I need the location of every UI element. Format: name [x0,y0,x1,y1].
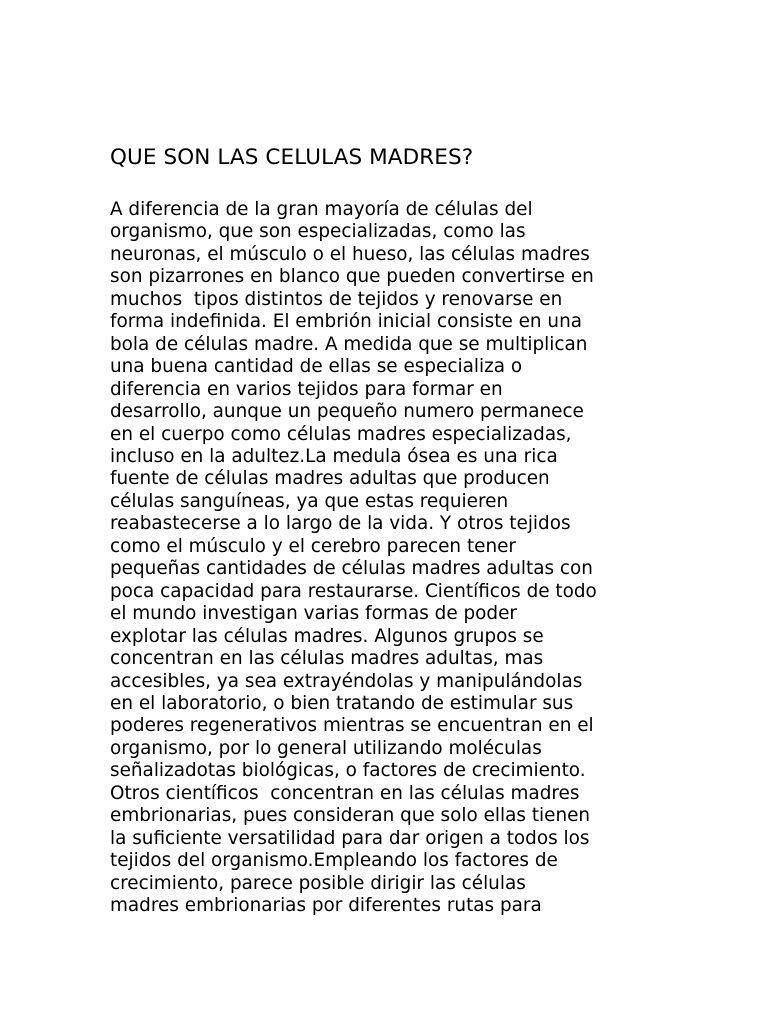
body-line: desarrollo, aunque un pequeño numero permanece [110,401,584,423]
body-line: son pizarrones en blanco que pueden convertirse en [110,266,594,288]
body-line: bola de células madre. A medida que se multiplican [110,333,588,355]
body-line: el mundo investigan varias formas de poder [110,603,517,625]
body-line: organismo, por lo general utilizando moléculas [110,737,542,759]
body-line: explotar las células madres. Algunos grupos se [110,625,544,647]
body-line: organismo, que son especializadas, como las [110,221,526,243]
body-line: forma indefinida. El embrión inicial consiste en una [110,311,583,333]
body-line: células sanguíneas, ya que estas requieren [110,490,509,512]
document-body [110,199,670,918]
body-line: poca capacidad para restaurarse. Científicos de todo [110,580,597,602]
body-line: diferencia en varios tejidos para formar en [110,378,503,400]
body-line: madres embrionarias por diferentes rutas para [110,895,542,917]
body-line: señalizadotas biológicas, o factores de crecimiento. [110,760,586,782]
body-line: reabastecerse a lo largo de la vida. Y otros tejidos [110,513,571,535]
body-line: tejidos del organismo.Empleando los factores de [110,850,558,872]
body-line: Otros científicos concentran en las células madres [110,782,580,804]
body-line: en el cuerpo como células madres especializadas, [110,423,572,445]
body-line: concentran en las células madres adultas, mas [110,648,544,670]
body-line: muchos tipos distintos de tejidos y renovarse en [110,288,563,310]
body-line: crecimiento, parece posible dirigir las células [110,872,526,894]
body-line: accesibles, ya sea extrayéndolas y manipulándolas [110,670,583,692]
body-line: incluso en la adultez.La medula ósea es una rica [110,445,558,467]
document-title: QUE SON LAS CELULAS MADRES? [110,145,474,170]
body-line: A diferencia de la gran mayoría de células del [110,199,533,220]
body-line: embrionarias, pues consideran que solo ellas tienen [110,805,591,827]
body-line: poderes regenerativos mientras se encuentran en el [110,715,594,737]
body-line: pequeñas cantidades de células madres adultas con [110,558,593,580]
body-line: en el laboratorio, o bien tratando de estimular sus [110,692,574,714]
body-line: la suficiente versatilidad para dar origen a todos los [110,827,590,849]
body-line: fuente de células madres adultas que producen [110,468,550,490]
body-line: neuronas, el músculo o el hueso, las células madres [110,243,590,265]
body-line: una buena cantidad de ellas se especializa o [110,356,523,378]
body-line: como el músculo y el cerebro parecen tener [110,535,516,557]
